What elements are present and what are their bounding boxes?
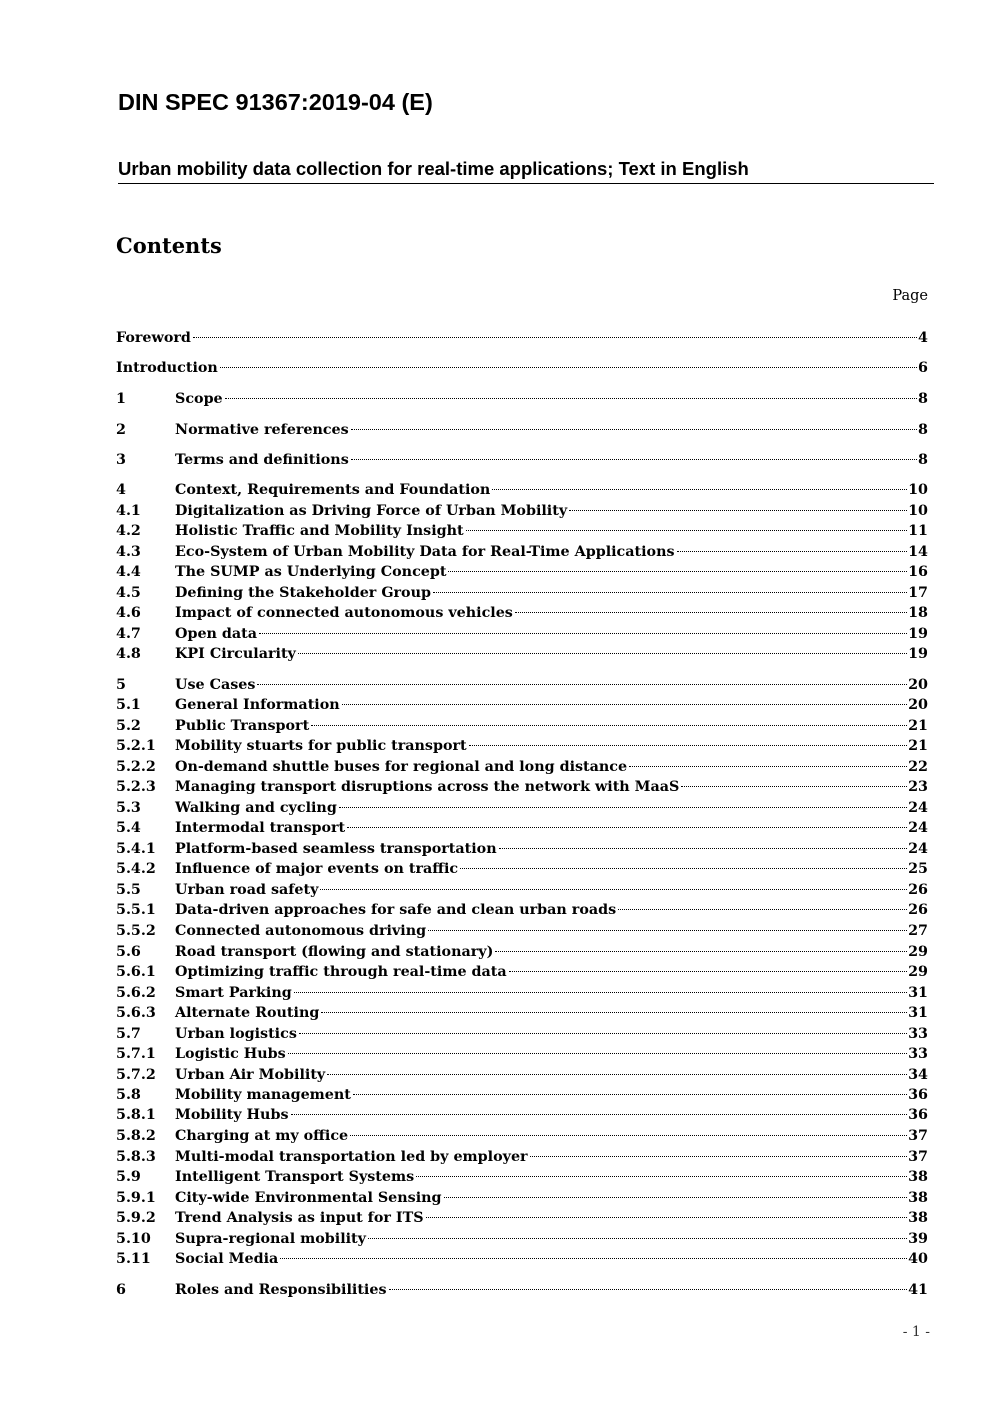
toc-dot-leader: [618, 909, 907, 910]
toc-entry[interactable]: [116, 583, 928, 604]
toc-entry-title: KPI Circularity: [175, 646, 296, 662]
toc-dot-leader: [350, 1135, 907, 1136]
toc-dot-leader: [311, 725, 907, 726]
toc-entry-title: Mobility Hubs: [175, 1107, 289, 1123]
toc-entry[interactable]: [116, 1208, 928, 1229]
toc-entry-title: Data-driven approaches for safe and clean urban roads: [175, 902, 617, 918]
toc-entry-number: 5.4.1: [116, 841, 156, 857]
toc-entry-title: Smart Parking: [175, 985, 292, 1001]
toc-entry-page: 18: [908, 605, 928, 621]
toc-entry-page: 19: [908, 626, 928, 642]
toc-entry[interactable]: [116, 644, 928, 665]
toc-dot-leader: [193, 337, 917, 338]
toc-entry-title: Roles and Responsibilities: [175, 1282, 387, 1298]
toc-entry-number: 5.7.1: [116, 1046, 156, 1062]
toc-entry-number: 2: [116, 422, 126, 438]
toc-dot-leader: [259, 633, 907, 634]
toc-entry-number: 5.6: [116, 944, 141, 960]
toc-entry[interactable]: [116, 562, 928, 583]
toc-entry-page: 31: [908, 985, 928, 1001]
toc-entry[interactable]: [116, 900, 928, 921]
toc-entry-title: City-wide Environmental Sensing: [175, 1190, 442, 1206]
toc-entry-number: 5.7: [116, 1026, 141, 1042]
toc-entry-page: 25: [908, 861, 928, 877]
toc-entry[interactable]: [116, 420, 928, 441]
toc-entry-number: 4: [116, 482, 126, 498]
toc-entry[interactable]: [116, 1280, 928, 1301]
toc-entry[interactable]: [116, 716, 928, 737]
toc-entry-number: 4.5: [116, 585, 141, 601]
toc-dot-leader: [530, 1156, 908, 1157]
toc-entry-number: 5.8.3: [116, 1149, 156, 1165]
toc-entry-number: 5.2.2: [116, 759, 156, 775]
toc-entry[interactable]: [116, 450, 928, 471]
toc-entry-title: Urban road safety: [175, 882, 319, 898]
toc-entry-title: Optimizing traffic through real-time data: [175, 964, 507, 980]
toc-entry-title: The SUMP as Underlying Concept: [175, 564, 447, 580]
toc-dot-leader: [327, 1074, 907, 1075]
toc-dot-leader: [257, 684, 907, 685]
toc-entry[interactable]: [116, 983, 928, 1004]
toc-entry-number: 4.7: [116, 626, 141, 642]
toc-entry-number: 4.8: [116, 646, 141, 662]
toc-entry-number: 5.8.1: [116, 1107, 156, 1123]
toc-dot-leader: [466, 530, 907, 531]
toc-entry-page: 8: [918, 452, 928, 468]
toc-entry[interactable]: [116, 1085, 928, 1106]
toc-entry-page: 38: [908, 1190, 928, 1206]
toc-entry-number: 5.4.2: [116, 861, 156, 877]
toc-entry[interactable]: [116, 1249, 928, 1270]
toc-entry-page: 36: [908, 1087, 928, 1103]
toc-entry[interactable]: [116, 798, 928, 819]
toc-entry-number: 5.7.2: [116, 1067, 156, 1083]
toc-dot-leader: [681, 786, 907, 787]
toc-dot-leader: [444, 1197, 908, 1198]
toc-dot-leader: [220, 367, 917, 368]
toc-entry-page: 26: [908, 902, 928, 918]
toc-entry[interactable]: [116, 736, 928, 757]
toc-entry-title: Holistic Traffic and Mobility Insight: [175, 523, 464, 539]
toc-entry-page: 29: [908, 944, 928, 960]
toc-entry-title: Use Cases: [175, 677, 256, 693]
toc-dot-leader: [426, 1217, 908, 1218]
toc-entry-page: 38: [908, 1169, 928, 1185]
toc-entry-page: 20: [908, 677, 928, 693]
toc-entry-page: 20: [908, 697, 928, 713]
toc-entry-number: 4.4: [116, 564, 141, 580]
toc-entry-page: 23: [908, 779, 928, 795]
toc-entry-page: 33: [908, 1026, 928, 1042]
toc-entry[interactable]: [116, 521, 928, 542]
toc-entry-page: 14: [908, 544, 928, 560]
toc-entry-number: 5.8: [116, 1087, 141, 1103]
toc-entry-title: Road transport (flowing and stationary): [175, 944, 494, 960]
toc-entry-number: 4.2: [116, 523, 141, 539]
toc-entry-number: 5.11: [116, 1251, 151, 1267]
toc-entry-title: Intelligent Transport Systems: [175, 1169, 415, 1185]
toc-entry-page: 36: [908, 1107, 928, 1123]
toc-entry[interactable]: [116, 1147, 928, 1168]
toc-entry-title: Defining the Stakeholder Group: [175, 585, 431, 601]
toc-entry-page: 29: [908, 964, 928, 980]
toc-entry-page: 37: [908, 1128, 928, 1144]
toc-entry[interactable]: [116, 859, 928, 880]
toc-entry-title: Open data: [175, 626, 258, 642]
toc-entry-number: 5.4: [116, 820, 141, 836]
toc-entry-page: 19: [908, 646, 928, 662]
toc-entry-page: 16: [908, 564, 928, 580]
toc-entry-number: 4.3: [116, 544, 141, 560]
toc-entry[interactable]: [116, 880, 928, 901]
toc-entry-title: Platform-based seamless transportation: [175, 841, 497, 857]
toc-entry[interactable]: [116, 603, 928, 624]
toc-entry-title: Managing transport disruptions across the network with MaaS: [175, 779, 680, 795]
toc-entry-title: Trend Analysis as input for ITS: [175, 1210, 424, 1226]
toc-dot-leader: [515, 612, 907, 613]
toc-entry[interactable]: [116, 1188, 928, 1209]
toc-entry-number: 5.2.1: [116, 738, 156, 754]
toc-dot-leader: [299, 1033, 907, 1034]
toc-entry-title: Introduction: [116, 360, 218, 376]
toc-dot-leader: [509, 971, 907, 972]
toc-dot-leader: [495, 951, 907, 952]
toc-entry[interactable]: [116, 675, 928, 696]
toc-entry-number: 5.2.3: [116, 779, 156, 795]
toc-entry-number: 5.8.2: [116, 1128, 156, 1144]
toc-entry-page: 33: [908, 1046, 928, 1062]
toc-entry[interactable]: [116, 921, 928, 942]
toc-entry-page: 27: [908, 923, 928, 939]
toc-entry[interactable]: [116, 942, 928, 963]
toc-dot-leader: [499, 848, 908, 849]
toc-entry-number: 5.6.3: [116, 1005, 156, 1021]
contents-heading: Contents: [116, 233, 222, 258]
toc-dot-leader: [353, 1094, 907, 1095]
toc-entry-title: Social Media: [175, 1251, 279, 1267]
toc-entry-page: 11: [908, 523, 928, 539]
toc-entry-number: 6: [116, 1282, 126, 1298]
toc-entry-number: 4.6: [116, 605, 141, 621]
toc-dot-leader: [492, 489, 907, 490]
toc-entry[interactable]: [116, 542, 928, 563]
toc-entry-page: 8: [918, 422, 928, 438]
toc-entry-number: 1: [116, 391, 126, 407]
table-of-contents: [116, 0, 928, 1403]
toc-dot-leader: [320, 889, 907, 890]
toc-entry[interactable]: [116, 757, 928, 778]
toc-entry[interactable]: [116, 1167, 928, 1188]
toc-entry[interactable]: [116, 1229, 928, 1250]
toc-dot-leader: [677, 551, 908, 552]
toc-entry[interactable]: [116, 695, 928, 716]
toc-entry[interactable]: [116, 1024, 928, 1045]
toc-entry-number: 5: [116, 677, 126, 693]
toc-entry-title: Logistic Hubs: [175, 1046, 286, 1062]
toc-entry-title: Normative references: [175, 422, 349, 438]
toc-entry-title: On-demand shuttle buses for regional and long distance: [175, 759, 628, 775]
toc-entry-number: 5.9.2: [116, 1210, 156, 1226]
toc-entry[interactable]: [116, 358, 928, 379]
toc-dot-leader: [298, 653, 907, 654]
toc-entry-title: Intermodal transport: [175, 820, 346, 836]
toc-entry-title: Connected autonomous driving: [175, 923, 427, 939]
toc-dot-leader: [288, 1053, 907, 1054]
toc-entry-page: 41: [908, 1282, 928, 1298]
toc-entry-title: Urban Air Mobility: [175, 1067, 326, 1083]
toc-dot-leader: [351, 459, 917, 460]
toc-entry-title: General Information: [175, 697, 340, 713]
toc-entry-page: 4: [918, 330, 928, 346]
toc-dot-leader: [291, 1114, 908, 1115]
toc-entry-page: 24: [908, 820, 928, 836]
toc-dot-leader: [342, 704, 907, 705]
toc-entry-title: Digitalization as Driving Force of Urban Mobility: [175, 503, 568, 519]
toc-entry-title: Multi-modal transportation led by employer: [175, 1149, 528, 1165]
toc-entry[interactable]: [116, 1044, 928, 1065]
toc-dot-leader: [469, 745, 907, 746]
toc-entry-title: Terms and definitions: [175, 452, 349, 468]
document-title: DIN SPEC 91367:2019-04 (E): [118, 89, 433, 115]
toc-dot-leader: [428, 930, 907, 931]
toc-entry-page: 24: [908, 841, 928, 857]
toc-entry[interactable]: [116, 1065, 928, 1086]
toc-dot-leader: [460, 868, 907, 869]
toc-entry-number: 5.9: [116, 1169, 141, 1185]
toc-entry-page: 34: [908, 1067, 928, 1083]
toc-entry[interactable]: [116, 624, 928, 645]
toc-entry-number: 5.5.1: [116, 902, 156, 918]
toc-entry-title: Mobility management: [175, 1087, 351, 1103]
toc-entry-page: 10: [908, 482, 928, 498]
toc-entry-page: 24: [908, 800, 928, 816]
toc-entry-page: 39: [908, 1231, 928, 1247]
toc-entry[interactable]: [116, 389, 928, 410]
toc-entry[interactable]: [116, 839, 928, 860]
toc-entry-title: Scope: [175, 391, 223, 407]
toc-dot-leader: [368, 1238, 907, 1239]
toc-entry-number: 5.10: [116, 1231, 151, 1247]
toc-entry[interactable]: [116, 328, 928, 349]
toc-dot-leader: [339, 807, 907, 808]
toc-entry[interactable]: [116, 962, 928, 983]
toc-entry[interactable]: [116, 501, 928, 522]
toc-entry-page: 17: [908, 585, 928, 601]
toc-entry-page: 21: [908, 738, 928, 754]
toc-entry[interactable]: [116, 818, 928, 839]
toc-entry-title: Public Transport: [175, 718, 310, 734]
toc-dot-leader: [347, 827, 907, 828]
toc-dot-leader: [389, 1289, 908, 1290]
toc-entry-title: Urban logistics: [175, 1026, 297, 1042]
toc-entry[interactable]: [116, 480, 928, 501]
toc-entry-title: Influence of major events on traffic: [175, 861, 459, 877]
toc-entry-number: 3: [116, 452, 126, 468]
toc-entry-number: 5.6.1: [116, 964, 156, 980]
toc-entry[interactable]: [116, 777, 928, 798]
toc-entry-page: 22: [908, 759, 928, 775]
toc-entry-number: 5.2: [116, 718, 141, 734]
document-subtitle: Urban mobility data collection for real-time applications; Text in English: [118, 158, 934, 184]
toc-dot-leader: [294, 992, 907, 993]
toc-dot-leader: [433, 592, 907, 593]
toc-dot-leader: [569, 510, 907, 511]
toc-entry[interactable]: [116, 1105, 928, 1126]
toc-entry-page: 38: [908, 1210, 928, 1226]
toc-entry-page: 37: [908, 1149, 928, 1165]
toc-entry-title: Eco-System of Urban Mobility Data for Real-Time Applications: [175, 544, 675, 560]
toc-entry-number: 5.5: [116, 882, 141, 898]
toc-entry-title: Supra-regional mobility: [175, 1231, 366, 1247]
toc-entry-page: 6: [918, 360, 928, 376]
toc-dot-leader: [225, 398, 917, 399]
toc-entry-title: Charging at my office: [175, 1128, 349, 1144]
toc-entry-title: Context, Requirements and Foundation: [175, 482, 491, 498]
toc-entry-number: 5.6.2: [116, 985, 156, 1001]
toc-entry-number: 5.1: [116, 697, 141, 713]
toc-entry-page: 8: [918, 391, 928, 407]
footer-page-number: - 1 -: [902, 1324, 930, 1340]
toc-dot-leader: [321, 1012, 907, 1013]
toc-entry-page: 26: [908, 882, 928, 898]
page-column-label: Page: [892, 288, 928, 304]
toc-entry[interactable]: [116, 1003, 928, 1024]
toc-entry-number: 5.5.2: [116, 923, 156, 939]
toc-entry[interactable]: [116, 1126, 928, 1147]
toc-dot-leader: [416, 1176, 907, 1177]
toc-dot-leader: [629, 766, 907, 767]
toc-entry-title: Foreword: [116, 330, 191, 346]
toc-entry-number: 4.1: [116, 503, 141, 519]
toc-entry-page: 40: [908, 1251, 928, 1267]
toc-dot-leader: [351, 429, 917, 430]
toc-entry-page: 10: [908, 503, 928, 519]
toc-entry-number: 5.9.1: [116, 1190, 156, 1206]
toc-entry-title: Mobility stuarts for public transport: [175, 738, 467, 754]
toc-dot-leader: [448, 571, 907, 572]
toc-entry-title: Walking and cycling: [175, 800, 337, 816]
toc-entry-page: 21: [908, 718, 928, 734]
toc-entry-title: Impact of connected autonomous vehicles: [175, 605, 513, 621]
toc-entry-page: 31: [908, 1005, 928, 1021]
toc-dot-leader: [280, 1258, 907, 1259]
toc-entry-number: 5.3: [116, 800, 141, 816]
toc-entry-title: Alternate Routing: [175, 1005, 320, 1021]
